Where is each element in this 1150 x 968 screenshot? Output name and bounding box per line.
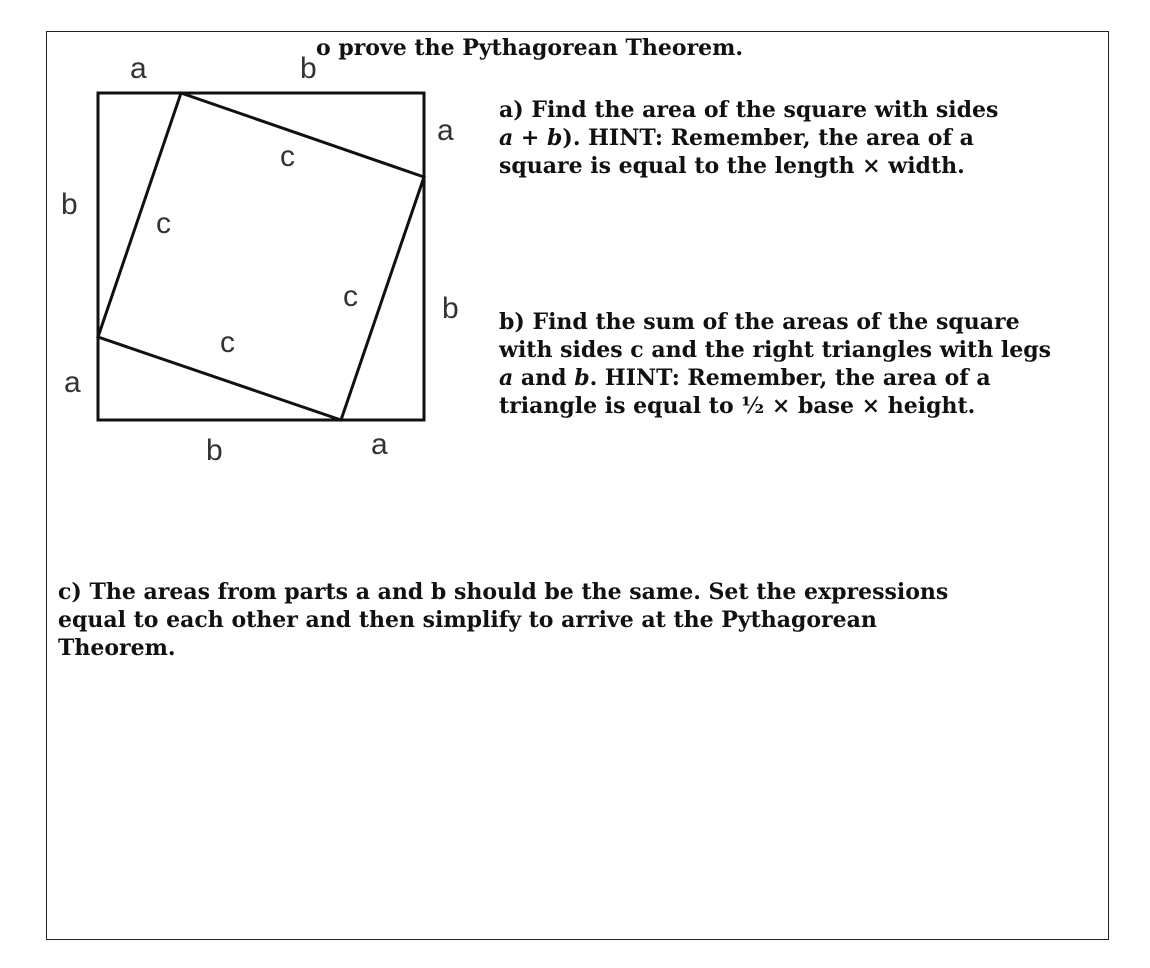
label-c-right: c	[343, 280, 358, 313]
label-top-a: a	[130, 52, 147, 85]
question-a-line1: a) Find the area of the square with sides	[499, 97, 999, 123]
label-bottom-a: a	[371, 428, 388, 461]
question-c	[58, 578, 1058, 662]
question-c-line3: Theorem.	[58, 635, 176, 661]
label-left-a: a	[64, 366, 81, 399]
label-c-bottom: c	[220, 326, 235, 359]
label-right-a: a	[437, 114, 454, 147]
label-bottom-b: b	[206, 434, 223, 467]
question-b-line4: triangle is equal to ½ × base × height.	[499, 393, 976, 419]
question-a	[499, 96, 1099, 180]
question-c-line1: c) The areas from parts a and b should be the same. Set the expressions	[58, 579, 949, 605]
inner-square	[98, 93, 424, 420]
question-b	[499, 308, 1109, 420]
question-b-line3: a and b. HINT: Remember, the area of a	[499, 365, 991, 391]
question-b-line1: b) Find the sum of the areas of the square	[499, 309, 1020, 335]
label-top-b: b	[300, 52, 317, 85]
var-a: a	[499, 125, 514, 151]
var-b: b	[574, 365, 590, 391]
label-left-b: b	[61, 188, 78, 221]
question-b-line2: with sides c and the right triangles with legs	[499, 337, 1051, 363]
question-a-line3: square is equal to the length × width.	[499, 153, 965, 179]
label-right-b: b	[442, 292, 459, 325]
label-c-left: c	[156, 207, 171, 240]
var-b: b	[547, 125, 563, 151]
question-c-line2: equal to each other and then simplify to arrive at the Pythagorean	[58, 607, 877, 633]
worksheet-title: o prove the Pythagorean Theorem.	[316, 35, 744, 61]
question-a-line2: a + b). HINT: Remember, the area of a	[499, 125, 974, 151]
var-a: a	[499, 365, 514, 391]
outer-square	[98, 93, 424, 420]
label-c-top: c	[280, 140, 295, 173]
